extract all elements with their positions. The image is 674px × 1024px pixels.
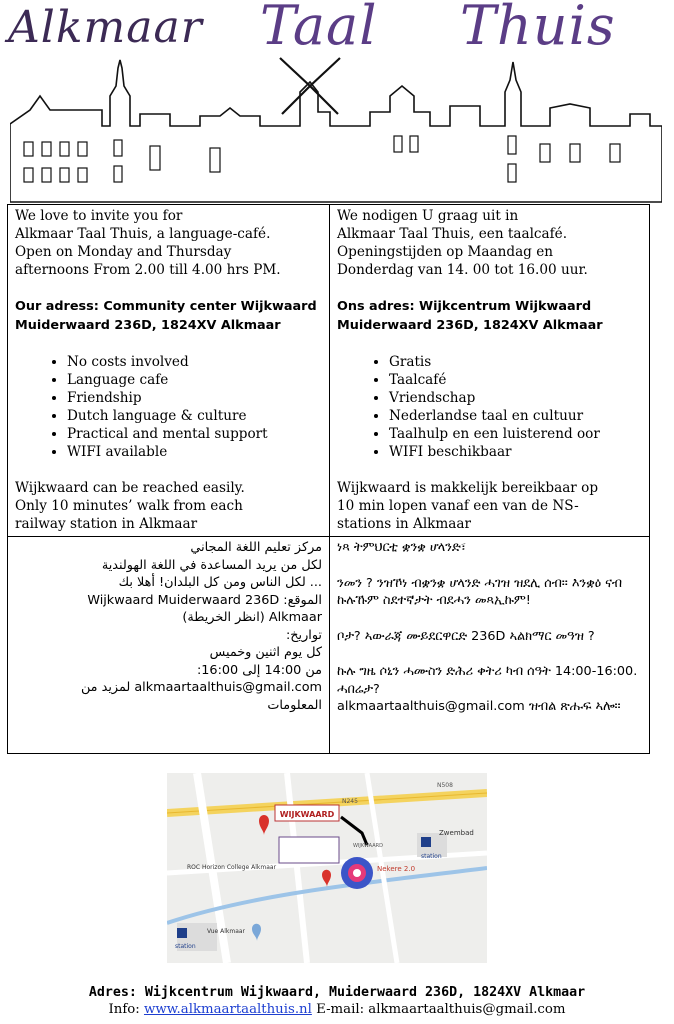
address-line: Muiderwaard 236D, 1824XV Alkmaar: [337, 318, 603, 333]
arabic-line: مركز تعليم اللغة المجاني: [190, 540, 322, 555]
feature-list: [337, 353, 647, 461]
intro-line: Openingstijden op Maandag en: [337, 244, 553, 260]
intro-line: Donderdag van 14. 00 tot 16.00 uur.: [337, 262, 588, 278]
feature-list: [15, 353, 327, 461]
location-map: [167, 773, 487, 963]
list-item: • Nederlandse taal en cultuur: [389, 407, 647, 425]
arabic-line: alkmaartaalthuis@gmail.com لمزيد من: [80, 680, 322, 695]
address-line: Our adress: Community center Wijkwaard: [15, 299, 317, 314]
list-item: • Language cafe: [67, 371, 327, 389]
intro-line: Alkmaar Taal Thuis, een taalcafé.: [337, 226, 568, 242]
tigrinya-paragraph: ንመን ? ንዝኾነ ብቋንቋ ሆላንድ ሓገዝ ዝደሊ ሰብ። እንቋዕ ናብ ኩሉኹም ስደተኛታት ብደሓን መጻኢኩም!: [337, 575, 622, 608]
arabic-line: كل يوم اثنين وخميس: [209, 645, 322, 660]
list-item: • Dutch language & culture: [67, 407, 327, 425]
arabic-cell: [12, 539, 322, 714]
outro-line: Wijkwaard can be reached easily.: [15, 480, 245, 496]
footer-address: Adres: Wijkcentrum Wijkwaard, Muiderwaard 236D, 1824XV Alkmaar: [88, 985, 586, 1000]
list-item: • Taalhulp en een luisterend oor: [389, 425, 647, 443]
info-table: [7, 204, 650, 754]
tigrinya-paragraph: ቦታ? ኣውራጃ ሙይደርዋርድ 236D ኣልክማር መዓዝ ?: [337, 628, 595, 644]
intro-line: We nodigen U graag uit in: [337, 208, 519, 224]
table-divider: [329, 536, 330, 753]
map-illustration: [167, 773, 487, 963]
website-link[interactable]: www.alkmaartaalthuis.nl: [143, 1002, 312, 1017]
arabic-line: Alkmaar (انظر الخريطة): [182, 610, 322, 625]
title-word-thuis: Thuis: [460, 0, 616, 57]
outro-line: Only 10 minutes’ walk from each: [15, 498, 243, 514]
arabic-line: من 14:00 إلى 16:00:: [196, 662, 322, 678]
list-item: • Vriendschap: [389, 389, 647, 407]
map-label-roc: ROC Horizon College Alkmaar: [187, 864, 277, 871]
address-line: Ons adres: Wijkcentrum Wijkwaard: [337, 299, 592, 314]
list-item: • WIFI available: [67, 443, 327, 461]
map-label-zwembad: Zwembad: [439, 829, 474, 837]
tigrinya-paragraph: alkmaartaalthuis@gmail.com ዝብል ጽሑፍ ኣሎ።: [337, 699, 621, 714]
arabic-line: لكل من يريد المساعدة في اللغة الهولندية: [101, 557, 322, 573]
outro-line: railway station in Alkmaar: [15, 516, 198, 532]
title-word-alkmaar: Alkmaar: [8, 2, 203, 53]
map-label-road1: N245: [342, 798, 358, 805]
list-item: • Gratis: [389, 353, 647, 371]
email-text: E-mail: alkmaartaalthuis@gmail.com: [316, 1002, 566, 1017]
map-label-wijkwaard-small: WIJKWAARD: [353, 843, 383, 849]
list-item: • Friendship: [67, 389, 327, 407]
dutch-cell: [337, 207, 647, 533]
intro-line: afternoons From 2.00 till 4.00 hrs PM.: [15, 262, 281, 278]
english-cell: [15, 207, 327, 533]
outro-line: Wijkwaard is makkelijk bereikbaar op: [337, 480, 599, 496]
map-label-wijkwaard: WIJKWAARD: [279, 810, 335, 819]
list-item: • Practical and mental support: [67, 425, 327, 443]
arabic-line: تواريخ:: [285, 627, 322, 643]
outro-line: stations in Alkmaar: [337, 516, 472, 532]
arabic-line: ... لكل الناس ومن كل البلدان! أهلا بك: [118, 575, 322, 590]
table-divider: [329, 205, 330, 536]
map-label-vue: Vue Alkmaar: [207, 928, 246, 935]
map-label-station: station: [421, 853, 442, 860]
map-label-station: station: [175, 943, 196, 950]
outro-line: 10 min lopen vanaf een van de NS-: [337, 498, 579, 514]
tigrinya-cell: [337, 539, 642, 716]
arabic-line: المعلومات: [267, 697, 322, 713]
intro-line: Alkmaar Taal Thuis, a language-café.: [15, 226, 271, 242]
tigrinya-paragraph: ነጻ ትምህርቲ ቋንቋ ሆላንድ፣: [337, 540, 466, 555]
map-label-road2: N508: [437, 782, 453, 789]
tigrinya-paragraph: ኩሉ ግዜ ሶኒን ሓሙስን ድሕሪ ቀትሪ ካብ ሰዓት 14:00-16:00. ሓበሬታ?: [337, 664, 638, 697]
intro-line: Open on Monday and Thursday: [15, 244, 232, 260]
map-label-nekere: Nekere 2.0: [377, 865, 416, 873]
intro-line: We love to invite you for: [15, 208, 183, 224]
title-word-taal: Taal: [260, 0, 378, 57]
arabic-line: الموقع: Wijkwaard Muiderwaard 236D: [87, 592, 322, 608]
city-skyline-illustration: [10, 56, 662, 206]
address-line: Muiderwaard 236D, 1824XV Alkmaar: [15, 318, 281, 333]
page-title: [0, 0, 674, 60]
list-item: • Taalcafé: [389, 371, 647, 389]
footer-info: [0, 1002, 674, 1017]
info-label: Info:: [108, 1002, 140, 1017]
list-item: • No costs involved: [67, 353, 327, 371]
list-item: • WIFI beschikbaar: [389, 443, 647, 461]
